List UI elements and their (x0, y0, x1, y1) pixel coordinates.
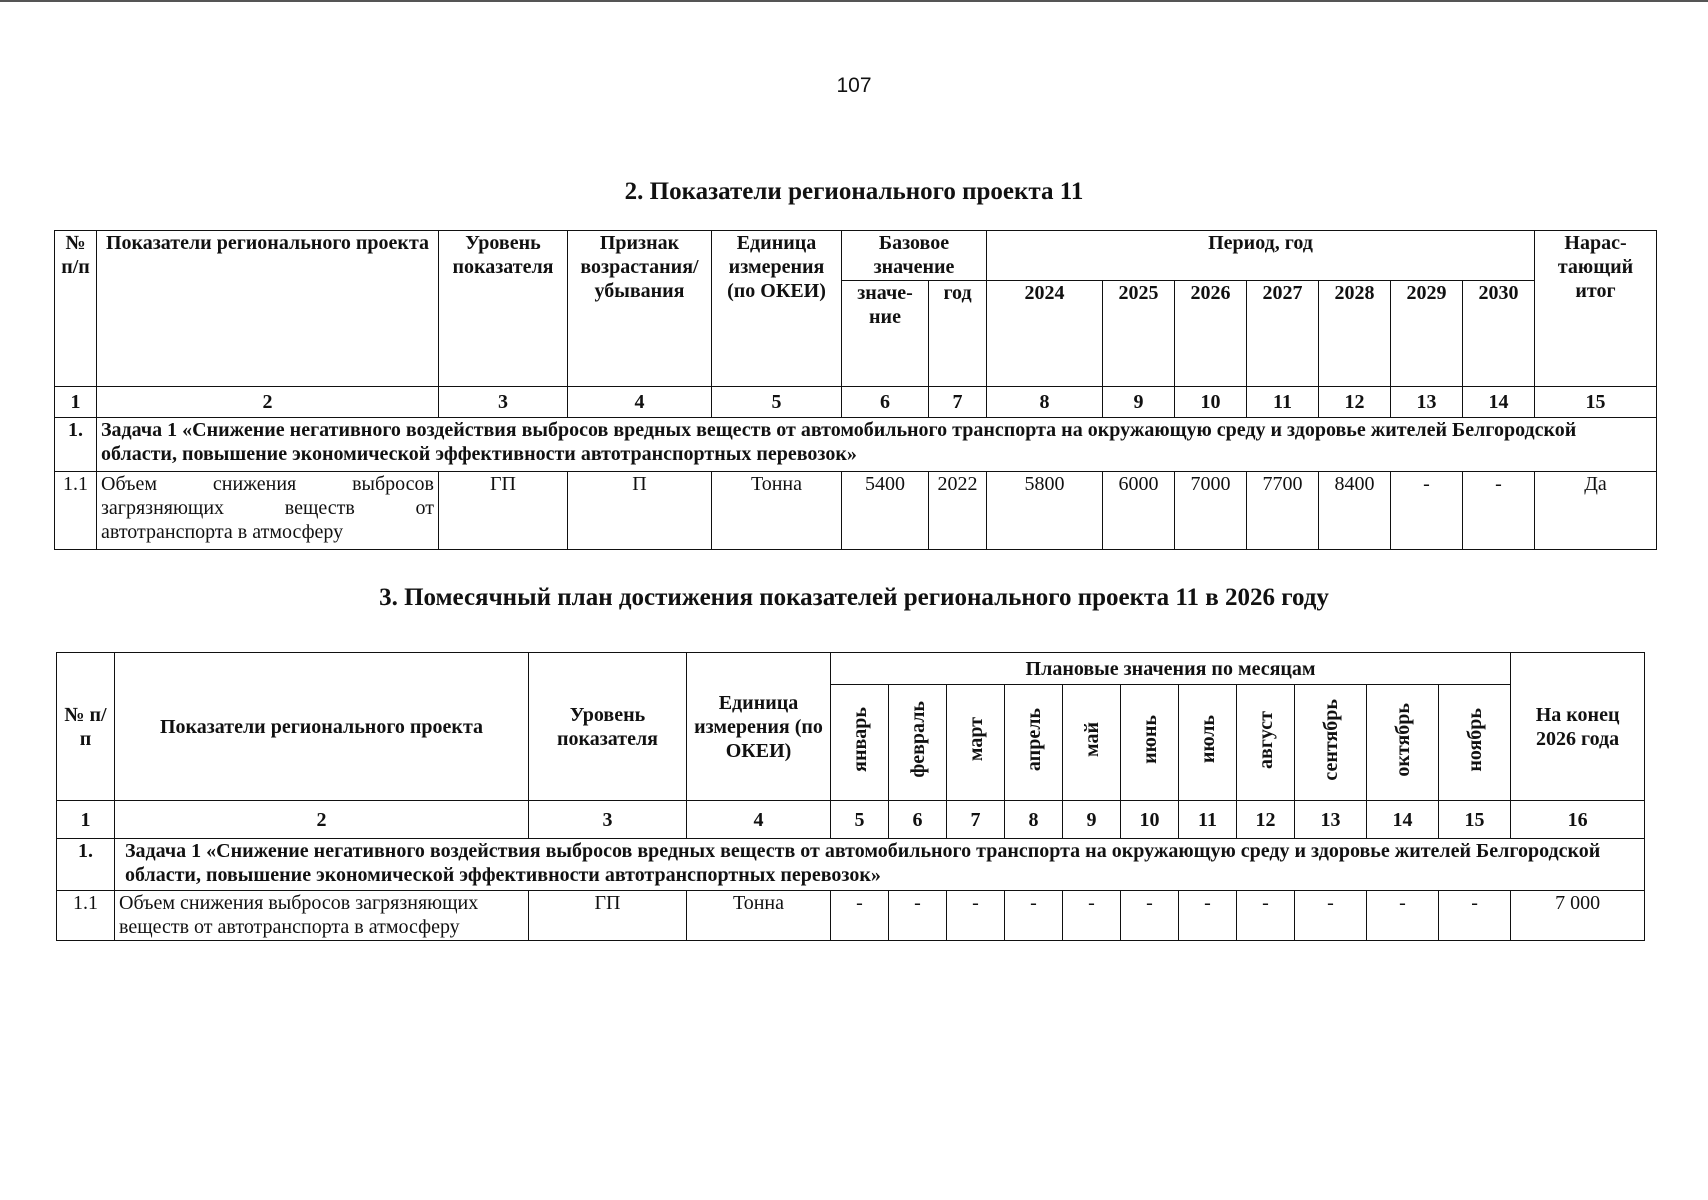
t2-task-row (57, 839, 1645, 891)
t1-colnum: 7 (929, 387, 987, 418)
t1-h-base-year: год (929, 281, 987, 387)
t2-h-month (1005, 685, 1063, 801)
t1-h-year: 2026 (1175, 281, 1247, 387)
t2-h-unit: Единица измерения (по ОКЕИ) (687, 653, 831, 801)
t2-colnum: 5 (831, 801, 889, 839)
t2-h-month (947, 685, 1005, 801)
t2-month-label: май (1080, 721, 1103, 757)
t1-colnum: 9 (1103, 387, 1175, 418)
t1-row-trend: П (568, 472, 712, 550)
page-top-edge (0, 0, 1708, 2)
t2-h-month (1121, 685, 1179, 801)
t2-colnum: 13 (1295, 801, 1367, 839)
t2-data-row (57, 891, 1645, 941)
t1-h-period: Период, год (987, 231, 1535, 281)
t1-row-name: Объем снижения выбросов загрязняющих веществ от автотранспорта в атмосферу (97, 472, 439, 550)
t2-h-month (1367, 685, 1439, 801)
t2-month-label: сентябрь (1319, 698, 1342, 781)
t2-colnum: 3 (529, 801, 687, 839)
t1-data-row (55, 472, 1657, 550)
t2-row-month-value: - (1179, 891, 1237, 941)
t1-h-base-value: значе-ние (842, 281, 929, 387)
t1-colnum: 2 (97, 387, 439, 418)
t2-row-month-value: - (1295, 891, 1367, 941)
t1-row-base-year: 2022 (929, 472, 987, 550)
t2-colnum: 11 (1179, 801, 1237, 839)
t2-h-planned: Плановые значения по месяцам (831, 653, 1511, 685)
t1-row-unit: Тонна (712, 472, 842, 550)
t2-colnum: 9 (1063, 801, 1121, 839)
t2-colnum: 4 (687, 801, 831, 839)
indicators-table (54, 230, 1657, 550)
t2-colnum: 7 (947, 801, 1005, 839)
t1-row-value: 7700 (1247, 472, 1319, 550)
t1-row-value: 7000 (1175, 472, 1247, 550)
t1-row-cumulative: Да (1535, 472, 1657, 550)
t2-row-month-value: - (1063, 891, 1121, 941)
t1-h-trend: Признак возрастания/ убывания (568, 231, 712, 387)
t1-colnum: 10 (1175, 387, 1247, 418)
t2-h-month (1063, 685, 1121, 801)
t2-row-name: Объем снижения выбросов загрязняющих веществ от автотранспорта в атмосферу (115, 891, 529, 941)
t2-row-month-value: - (1367, 891, 1439, 941)
t1-row-value: 5800 (987, 472, 1103, 550)
t1-h-base: Базовое значение (842, 231, 987, 281)
t1-h-level: Уровень показателя (439, 231, 568, 387)
t1-h-year: 2029 (1391, 281, 1463, 387)
t1-h-cumulative: Нарас-тающий итог (1535, 231, 1657, 387)
t1-colnum: 6 (842, 387, 929, 418)
t2-task-text: Задача 1 «Снижение негативного воздействия выбросов вредных веществ от автомобильного транспорта на окружающую среду и здоровье жителей Белгородской области, повышение экономической эффективности автотранспортных перевозок» (115, 839, 1645, 891)
t1-colnum: 4 (568, 387, 712, 418)
t2-h-num: № п/п (57, 653, 115, 801)
t1-h-unit: Единица измерения (по ОКЕИ) (712, 231, 842, 387)
t2-row-month-value: - (1121, 891, 1179, 941)
t2-row-month-value: - (889, 891, 947, 941)
t2-colnum: 12 (1237, 801, 1295, 839)
t2-h-month (1295, 685, 1367, 801)
t2-row-end: 7 000 (1511, 891, 1645, 941)
t1-header-row-1 (55, 231, 1657, 281)
t2-row-month-value: - (1237, 891, 1295, 941)
t1-h-year: 2024 (987, 281, 1103, 387)
t2-month-label: август (1254, 710, 1277, 769)
t2-month-label: октябрь (1391, 702, 1414, 777)
t2-row-month-value: - (1005, 891, 1063, 941)
t2-h-end: На конец 2026 года (1511, 653, 1645, 801)
t1-colnum: 15 (1535, 387, 1657, 418)
t2-colnum: 14 (1367, 801, 1439, 839)
page-number: 107 (836, 74, 872, 97)
t1-row-value: - (1391, 472, 1463, 550)
t1-row-value: - (1463, 472, 1535, 550)
t2-row-month-value: - (1439, 891, 1511, 941)
t2-h-month (1439, 685, 1511, 801)
t1-row-value: 8400 (1319, 472, 1391, 550)
t2-h-level: Уровень показателя (529, 653, 687, 801)
t2-month-label: январь (848, 707, 871, 772)
t1-h-year: 2028 (1319, 281, 1391, 387)
t2-month-label: июнь (1138, 715, 1161, 764)
t2-month-label: март (964, 717, 987, 762)
t2-h-month (1237, 685, 1295, 801)
t1-task-num: 1. (55, 418, 97, 472)
t1-colnum: 14 (1463, 387, 1535, 418)
t2-colnum: 10 (1121, 801, 1179, 839)
t2-h-month (831, 685, 889, 801)
t2-colnum: 1 (57, 801, 115, 839)
t1-task-row (55, 418, 1657, 472)
t2-row-unit: Тонна (687, 891, 831, 941)
t2-header-row-1 (57, 653, 1645, 685)
t2-row-num: 1.1 (57, 891, 115, 941)
t2-colnum: 6 (889, 801, 947, 839)
t1-colnum: 5 (712, 387, 842, 418)
t2-month-label: апрель (1022, 707, 1045, 772)
t1-colnum: 3 (439, 387, 568, 418)
t2-colnum: 8 (1005, 801, 1063, 839)
t2-row-month-value: - (947, 891, 1005, 941)
t1-colnum: 11 (1247, 387, 1319, 418)
t2-month-label: февраль (906, 701, 929, 778)
t1-row-num: 1.1 (55, 472, 97, 550)
section2-title: 2. Показатели регионального проекта 11 (624, 178, 1084, 205)
t2-row-level: ГП (529, 891, 687, 941)
t1-row-level: ГП (439, 472, 568, 550)
t1-h-year: 2025 (1103, 281, 1175, 387)
t1-h-indicator: Показатели регионального проекта (97, 231, 439, 387)
t2-month-label: июль (1196, 715, 1219, 764)
t2-colnum: 16 (1511, 801, 1645, 839)
t2-month-label: ноябрь (1463, 707, 1486, 772)
t1-row-value: 6000 (1103, 472, 1175, 550)
t2-row-month-value: - (831, 891, 889, 941)
t1-colnum: 8 (987, 387, 1103, 418)
t2-h-indicator: Показатели регионального проекта (115, 653, 529, 801)
section3-title: 3. Помесячный план достижения показателей регионального проекта 11 в 2026 году (379, 584, 1329, 611)
t2-colnum: 15 (1439, 801, 1511, 839)
t2-h-month (1179, 685, 1237, 801)
t1-h-year: 2030 (1463, 281, 1535, 387)
monthly-plan-table (56, 652, 1645, 941)
t2-column-numbers (57, 801, 1645, 839)
t1-colnum: 13 (1391, 387, 1463, 418)
t1-row-base-value: 5400 (842, 472, 929, 550)
t2-task-num: 1. (57, 839, 115, 891)
t1-colnum: 1 (55, 387, 97, 418)
t1-h-year: 2027 (1247, 281, 1319, 387)
t1-task-text: Задача 1 «Снижение негативного воздействия выбросов вредных веществ от автомобильного транспорта на окружающую среду и здоровье жителей Белгородской области, повышение экономической эффективности автотранспортных перевозок» (97, 418, 1657, 472)
t1-column-numbers (55, 387, 1657, 418)
t2-colnum: 2 (115, 801, 529, 839)
t2-h-month (889, 685, 947, 801)
t1-h-num: № п/п (55, 231, 97, 387)
t1-colnum: 12 (1319, 387, 1391, 418)
